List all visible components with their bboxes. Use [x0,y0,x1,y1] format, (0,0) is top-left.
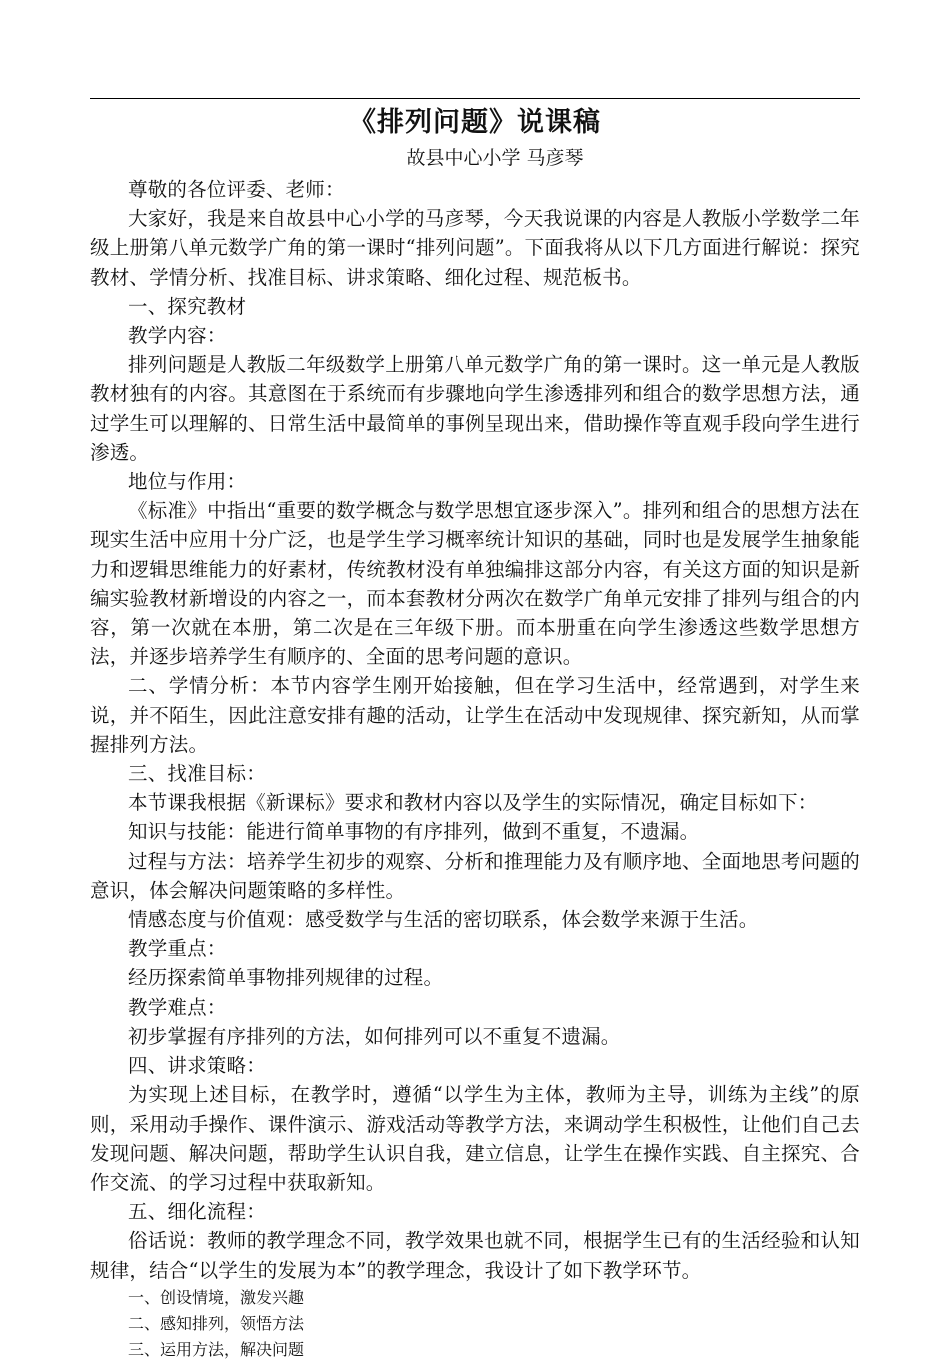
step-item: 一、创设情境，激发兴趣 [128,1287,305,1307]
header-rule [90,98,860,99]
section-heading: 五、细化流程： [128,1200,266,1224]
author-line: 故县中心小学 马彦琴 [406,147,584,169]
paragraph: 为实现上述目标，在教学时，遵循“以学生为主体，教师为主导，训练为主线”的原则，采用动手操作、课件演示、游戏活动等教学方法，来调动学生积极性，让他们自己去发现问题、解决问题，帮助学生认识自我，建立信息，让学生在操作实践、自主探究、合作交流、的学习过程中获取新知。 [90,1083,860,1194]
paragraph: 本节课我根据《新课标》要求和教材内容以及学生的实际情况，确定目标如下： [128,791,818,815]
paragraph: 知识与技能：能进行简单事物的有序排列，做到不重复，不遗漏。 [128,820,700,844]
paragraph: 《标准》中指出“重要的数学概念与数学思想宜逐步深入”。排列和组合的思想方法在现实生活中应用十分广泛，也是学生学习概率统计知识的基础，同时也是发展学生抽象能力和逻辑思维能力的好素材，传统教材没有单独编排这部分内容，有关这方面的知识是新编实验教材新增设的内容之一，而本套教材分两次在数学广角单元安排了排列与组合的内容，第一次就在本册，第二次是在三年级下册。而本册重在向学生渗透这些数学思想方法，并逐步培养学生有顺序的、全面的思考问题的意识。 [90,499,860,669]
paragraph: 经历探索简单事物排列规律的过程。 [128,966,444,990]
paragraph: 尊敬的各位评委、老师： [128,178,345,201]
paragraph: 二、学情分析：本节内容学生刚开始接触，但在学习生活中，经常遇到，对学生来说，并不陌生，因此注意安排有趣的活动，让学生在活动中发现规律、探究新知，从而掌握排列方法。 [90,674,860,756]
subheading: 教学内容： [128,324,227,348]
subheading: 地位与作用： [128,470,247,494]
document-title: 《排列问题》说课稿 [349,107,601,138]
paragraph: 情感态度与价值观：感受数学与生活的密切联系，体会数学来源于生活。 [128,908,759,932]
document-body [90,175,860,1363]
paragraph: 俗话说：教师的教学理念不同，教学效果也就不同，根据学生已有的生活经验和认知规律，结合“以学生的发展为本”的教学理念，我设计了如下教学环节。 [90,1229,860,1282]
subheading: 教学重点： [128,937,227,961]
step-item: 三、运用方法，解决问题 [128,1339,305,1359]
paragraph: 初步掌握有序排列的方法，如何排列可以不重复不遗漏。 [128,1024,621,1048]
section-heading: 三、找准目标： [128,762,266,786]
paragraph: 过程与方法：培养学生初步的观察、分析和推理能力及有顺序地、全面地思考问题的意识，体会解决问题策略的多样性。 [90,849,860,902]
section-heading: 四、讲求策略： [128,1054,266,1078]
subheading: 教学难点： [128,995,227,1019]
paragraph: 大家好，我是来自故县中心小学的马彦琴，今天我说课的内容是人教版小学数学二年级上册第八单元数学广角的第一课时“排列问题”。下面我将从以下几方面进行解说：探究教材、学情分析、找准目标、讲求策略、细化过程、规范板书。 [90,207,860,289]
section-heading: 一、探究教材 [128,294,247,318]
paragraph: 排列问题是人教版二年级数学上册第八单元数学广角的第一课时。这一单元是人教版教材独有的内容。其意图在于系统而有步骤地向学生渗透排列和组合的数学思想方法，通过学生可以理解的、日常生活中最简单的事例呈现出来，借助操作等直观手段向学生进行渗透。 [90,353,860,464]
step-item: 二、感知排列，领悟方法 [128,1313,305,1333]
document-page [90,98,860,1363]
